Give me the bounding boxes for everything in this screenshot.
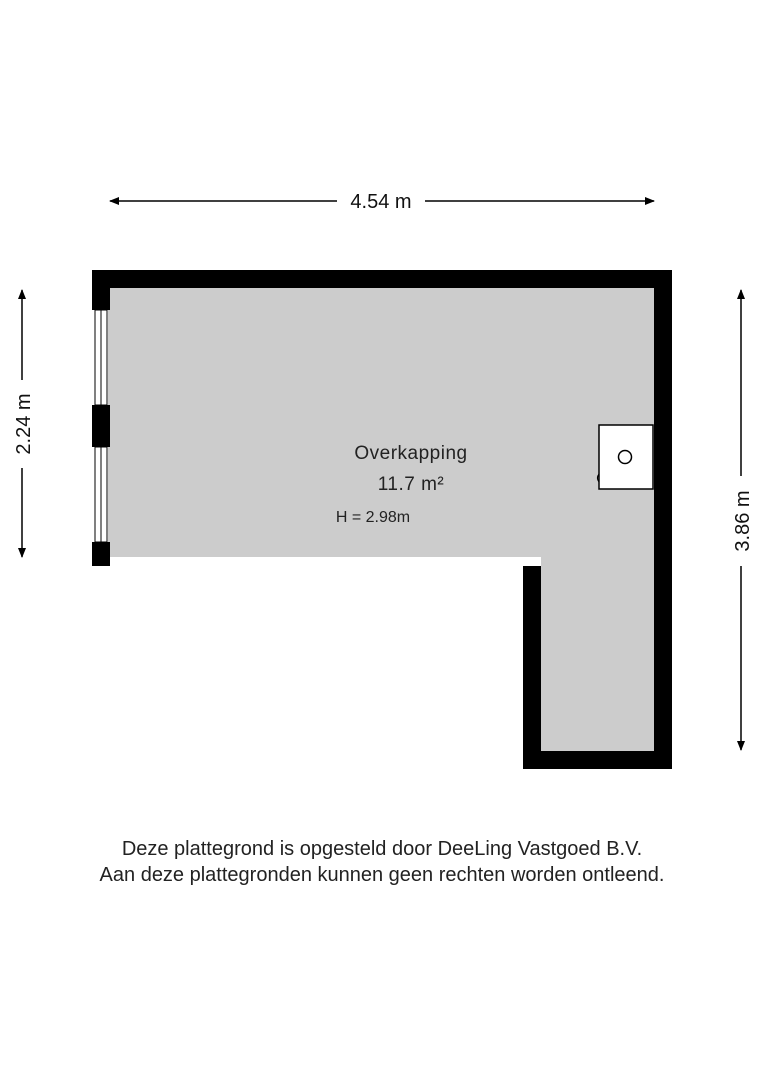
width-dimension-label: 4.54 m <box>350 191 412 213</box>
window-lower <box>95 447 107 542</box>
room-area: 11.7 m² <box>377 474 445 495</box>
disclaimer-line-1: Deze plattegrond is opgesteld door DeeLing Vastgoed B.V. <box>121 838 643 860</box>
room-height: H = 2.98m <box>335 509 411 526</box>
left-height-dimension <box>13 290 35 557</box>
right-height-dimension <box>732 290 754 750</box>
left-height-label: 2.24 m <box>13 393 35 455</box>
disclaimer-line-2: Aan deze plattegronden kunnen geen rechten worden ontleend. <box>99 864 665 886</box>
right-height-label: 3.86 m <box>732 490 754 552</box>
window-upper <box>95 310 107 405</box>
room-name: Overkapping <box>354 443 468 464</box>
width-dimension <box>110 191 654 213</box>
sink-icon <box>598 425 654 489</box>
